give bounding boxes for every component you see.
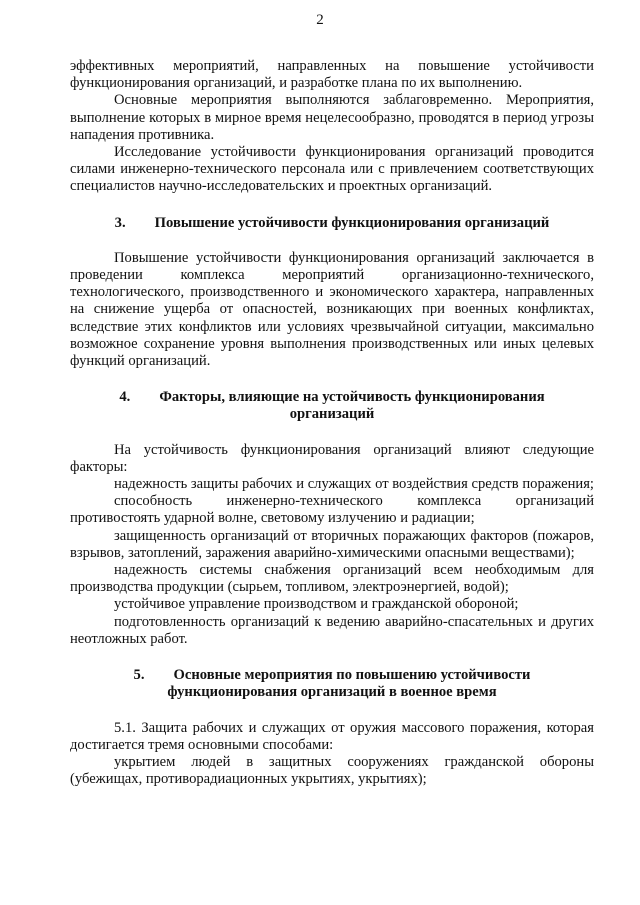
section-title: Основные мероприятия по повышению устойчивости [173,667,531,684]
list-item: способность инженерно-технического комплекса организаций противостоять ударной волне, световому излучению и радиации; [70,493,594,527]
document-body [70,58,594,788]
section-title: Повышение устойчивости функционирования организаций [154,214,550,231]
paragraph: 5.1. Защита рабочих и служащих от оружия массового поражения, которая достигается тремя основными способами: [70,719,594,753]
paragraph: эффективных мероприятий, направленных на повышение устойчивости функционирования организаций, и разработке плана по их выполнению. [70,58,594,92]
list-item: подготовленность организаций к ведению аварийно-спасательных и других неотложных работ. [70,613,594,647]
section-title: Факторы, влияющие на устойчивость функционирования [159,389,545,406]
section-title-line [70,389,594,406]
section-number: 3. [114,214,126,231]
section-number: 4. [119,389,131,406]
section-title-line [70,667,594,684]
list-item: устойчивое управление производством и гражданской обороной; [114,596,519,613]
list-item: надежность системы снабжения организаций всем необходимым для производства продукции (сырьем, топливом, электроэнергией, водой); [70,562,594,596]
section-title-line: функционирования организаций в военное время [167,684,497,701]
section-number: 5. [133,667,145,684]
section-3-heading [70,215,594,232]
page-number: 2 [316,12,324,28]
list-item: надежность защиты рабочих и служащих от воздействия средств поражения; [114,476,594,493]
paragraph: На устойчивость функционирования организаций влияют следующие факторы: [70,441,594,475]
paragraph: Основные мероприятия выполняются заблаговременно. Мероприятия, выполнение которых в мирное время нецелесообразно, проводятся в период угрозы нападения противника. [70,92,594,143]
list-item: защищенность организаций от вторичных поражающих факторов (пожаров, взрывов, затоплений, заражения аварийно-химическими опасными веществами); [70,527,594,561]
section-title-line: организаций [289,406,375,423]
paragraph: Исследование устойчивости функционирования организаций проводится силами инженерно-технического персонала или с привлечением соответствующих специалистов научно-исследовательских и проектных организаций. [70,144,594,195]
section-5-heading [70,667,594,701]
list-item: укрытием людей в защитных сооружениях гражданской обороны (убежищах, противорадиационных укрытиях, укрытиях); [70,753,594,788]
paragraph: Повышение устойчивости функционирования организаций заключается в проведении комплекса мероприятий организационно-технического, технологического, производственного и экономического характера, направленных на снижение ущерба от опасностей, возникающих при военных конфликтах, вследствие этих конфликтов или условиях чрезвычайной ситуации, максимально возможное сохранение уровня выполнения производственных или иных целевых функций организаций. [70,249,594,370]
section-4-heading [70,389,594,423]
